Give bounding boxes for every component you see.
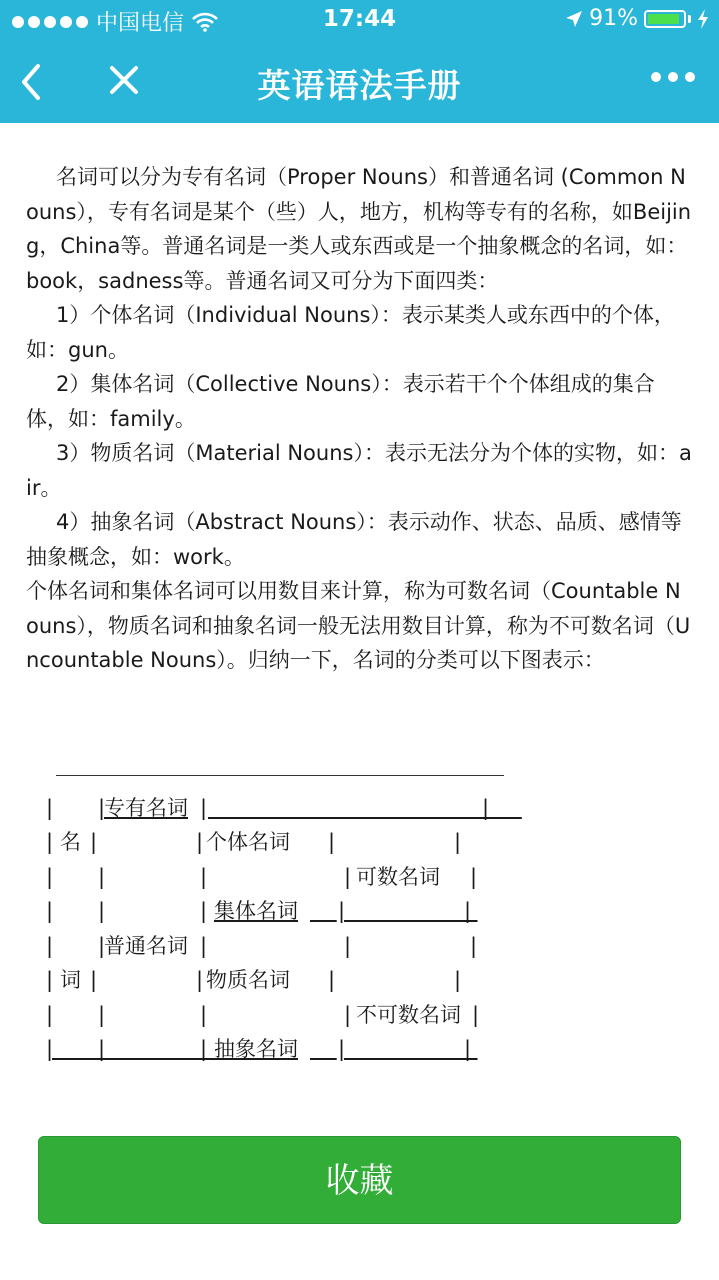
charging-bolt-icon <box>697 9 709 29</box>
battery-level <box>648 14 679 24</box>
paragraph-intro: 名词可以分为专有名词（Proper Nouns）和普通名词 (Common Nouns），专有名词是某个（些）人，地方，机构等专有的名称，如Beijing，China等。普通名词是一类人或东西或是一个抽象概念的名词，如：book，sadness等。普通名词又可分为下面四类： <box>26 165 692 293</box>
label-proper-noun: 专有名词 <box>104 795 188 820</box>
more-icon[interactable] <box>651 72 695 82</box>
label-countable-noun: 可数名词 <box>356 864 440 889</box>
paragraph-individual: 1）个体名词（Individual Nouns）：表示某类人或东西中的个体，如：gun。 <box>26 303 675 362</box>
label-noun-char-1: 名 <box>60 830 81 854</box>
nav-bar <box>0 40 719 123</box>
status-time: 17:44 <box>322 6 397 32</box>
carrier-name: 中国电信 <box>96 11 185 36</box>
label-material-noun: 物质名词 <box>206 968 290 992</box>
label-collective-noun: 集体名词 <box>214 899 298 923</box>
label-abstract-noun: 抽象名词 <box>214 1037 298 1061</box>
paragraph-material: 3）物质名词（Material Nouns）：表示无法分为个体的实物，如：air。 <box>26 441 692 500</box>
favorite-button[interactable]: 收藏 <box>38 1136 681 1224</box>
label-noun-char-2: 词 <box>60 968 81 992</box>
label-individual-noun: 个体名词 <box>206 830 290 854</box>
location-arrow-icon <box>565 10 583 28</box>
paragraph-collective: 2）集体名词（Collective Nouns）：表示若干个个体组成的集合体，如：family。 <box>26 372 655 431</box>
paragraph-abstract: 4）抽象名词（Abstract Nouns）：表示动作、状态、品质、感情等抽象概念，如：work。 <box>26 510 682 569</box>
page-title: 英语语法手册 <box>257 66 462 105</box>
battery-percent: 91% <box>589 6 638 31</box>
label-common-noun: 普通名词 <box>104 933 188 958</box>
paragraph-summary: 个体名词和集体名词可以用数目来计算，称为可数名词（Countable Nouns），物质名词和抽象名词一般无法用数目计算，称为不可数名词（Uncountable Nouns）。归纳一下，名词的分类可以下图表示： <box>26 579 691 672</box>
diagram-top-line <box>56 775 504 776</box>
battery-icon <box>644 10 686 28</box>
battery-tip <box>688 15 691 23</box>
status-right <box>565 6 709 31</box>
article-content <box>26 160 692 678</box>
label-uncountable-noun: 不可数名词 <box>356 1002 461 1027</box>
status-bar <box>0 0 719 40</box>
